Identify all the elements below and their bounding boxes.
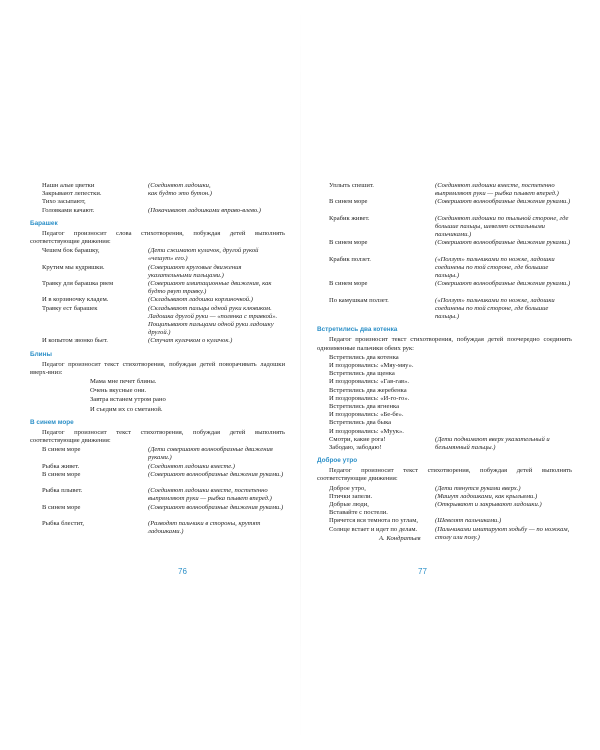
- verse-line: Встретились два котенка: [329, 353, 399, 361]
- verse-row: Рыбка плывет. (Соединяют ладошки вместе, постепенно выпрямляют руки — рыбка плывет вперед.): [42, 487, 272, 503]
- verse-line: Мама мне печет блины.: [90, 378, 157, 385]
- verse-line: И поздоровались: «Мяу-мяу».: [329, 361, 414, 369]
- verse-line: Встретились два быка: [329, 419, 392, 427]
- verse-row: Доброе утро, (Дети тянутся руками вверх.): [329, 484, 521, 492]
- verse-row: Прячется вся темнота по углам, (Шевелят пальчиками.): [329, 517, 502, 525]
- verse-line: И поздоровались: «Муук».: [329, 427, 404, 435]
- verse-row: Крутим мы кудряшки. (Совершают круговые движения указательными пальцами.): [42, 263, 242, 279]
- verse-row: Головками качают. (Покачивают ладошками вправо-влево.): [42, 206, 261, 214]
- poem-author: А. Кондратьев: [379, 534, 421, 542]
- verse-row: Чешем бок барашку, (Дети сжимают кулачок, другой рукой «чешут» его.): [42, 247, 259, 263]
- verse-row: Рыбка блестит, (Разводят пальчики в стороны, крутят ладошками.): [42, 519, 261, 536]
- verse-line: Очень вкусные они.: [90, 387, 147, 395]
- verse-row: В синем море (Совершают волнообразные движения руками.): [329, 198, 571, 206]
- verse-row: В синем море (Совершают волнообразные движения руками.): [329, 280, 571, 288]
- verse-row: Уплыть спешит. (Соединяют ладошки вместе, постепенно выпрямляют руки — рыбка плывет вперед.): [329, 182, 559, 198]
- verse-line: И поздоровались: «Бе-бе».: [329, 411, 404, 419]
- verse-line: И съедим их со сметаной.: [90, 405, 163, 413]
- section-intro: Педагог произносит текст стихотворения, побуждая детей выполнять соответствующие движения:: [317, 467, 572, 483]
- section-title-v-sinem-more: В синем море: [30, 418, 74, 426]
- verse-row: Крабик живет. (Соединяют ладошки по тыльной стороне, где большие пальцы, шевелят остальными пальчиками.): [329, 214, 569, 239]
- verse-line: И поздоровались: «И-го-го».: [329, 394, 410, 402]
- verse-row: Забодаю, забодаю!: [329, 443, 382, 451]
- right-page: [317, 182, 572, 543]
- verse-row: И в корзиночку кладем. (Складывают ладошки корзиночкой.): [42, 296, 253, 304]
- section-title-dobroe-utro: Доброе утро: [317, 457, 358, 465]
- verse-row: Крабик ползет. («Ползут» пальчиками по ножке, ладошки соединены по той стороне, где большие пальцы.): [329, 255, 555, 280]
- verse-row: Смотри, какие рога! (Дети поднимают вверх указательный и безымянный пальцы.): [329, 435, 550, 451]
- section-intro: Педагог произносит текст стихотворения, побуждая детей поворачивать ладошки вверх-вниз:: [30, 360, 285, 376]
- verse-line: Встретились два щенка: [329, 370, 395, 378]
- verse-row: Травку ест барашек (Складывают пальцы одной руки клювиком. Ладошка другой руки — «полянка с травкой». Пощипывают пальцами одной руки ладошку другой.): [42, 304, 278, 337]
- verse-row: Птички запели. (Машут ладошками, как крыльями.): [329, 492, 538, 500]
- verse-row: Травку для барашка рвем (Совершают имитационные движения, как будто рвут травку.): [42, 280, 272, 296]
- verse-row: Солнце встает и идет по делам. (Пальчиками имитируют ходьбу — по ножкам, столу или полу.): [329, 525, 570, 541]
- left-top-block: [30, 182, 285, 215]
- page-number-right: 77: [418, 567, 427, 576]
- verse-row: В синем море (Совершают волнообразные движения руками.): [329, 239, 571, 247]
- verse-row: Тихо засыпают,: [42, 198, 86, 206]
- verse-row: Вставайте с постели.: [329, 509, 388, 517]
- section-title-barashek: Барашек: [30, 219, 58, 227]
- page-number-left: 76: [178, 567, 187, 576]
- verse-row: Нашн алые цветки (Соединяют ладошки,: [42, 182, 211, 189]
- verse-row: Добрые люди, (Открывают и закрывают ладошки.): [329, 501, 542, 508]
- section-title-kotenka: Встретились два котенка: [317, 326, 398, 334]
- verse-row: Рыбка живет. (Соединяют ладошки вместе.): [42, 462, 235, 470]
- verse-line: Встретились два жеребенка: [329, 386, 407, 394]
- section-intro: Педагог произносит слова стихотворения, побуждая детей выполнять соответствующие движения:: [30, 229, 285, 246]
- section-title-bliny: Блины: [30, 350, 52, 358]
- section-intro: Педагог произносит текст стихотворения, побуждая детей поочередно соединять одноименные пальчики обеих рук:: [317, 336, 572, 352]
- verse-row: Закрывают лепестки. как будто это бутон.): [42, 190, 212, 198]
- verse-row: В синем море (Совершают волнообразные движения руками.): [42, 470, 284, 478]
- section-intro: Педагог произносит текст стихотворения, побуждая детей выполнять соответствующие движения:: [30, 428, 285, 445]
- book-gutter: [300, 0, 301, 750]
- verse-row: В синем море (Совершают волнообразные движения руками.): [42, 503, 284, 511]
- verse-row: По камушкам ползет. («Ползут» пальчиками по ножке, ладошки соединены по той стороне, где большие пальцы.): [329, 296, 555, 321]
- verse-row: И копытом звонко бьет. (Стучат кулачком о кулачок.): [42, 337, 233, 345]
- verse-line: Встретились два ягненка: [329, 402, 400, 410]
- verse-line: Завтра встанем утром рано: [90, 396, 166, 404]
- verse-row: В синем море (Дети совершают волнообразные движения руками.): [42, 446, 273, 462]
- left-page: [30, 182, 285, 536]
- verse-line: И поздоровались: «Гав-гав».: [329, 378, 410, 386]
